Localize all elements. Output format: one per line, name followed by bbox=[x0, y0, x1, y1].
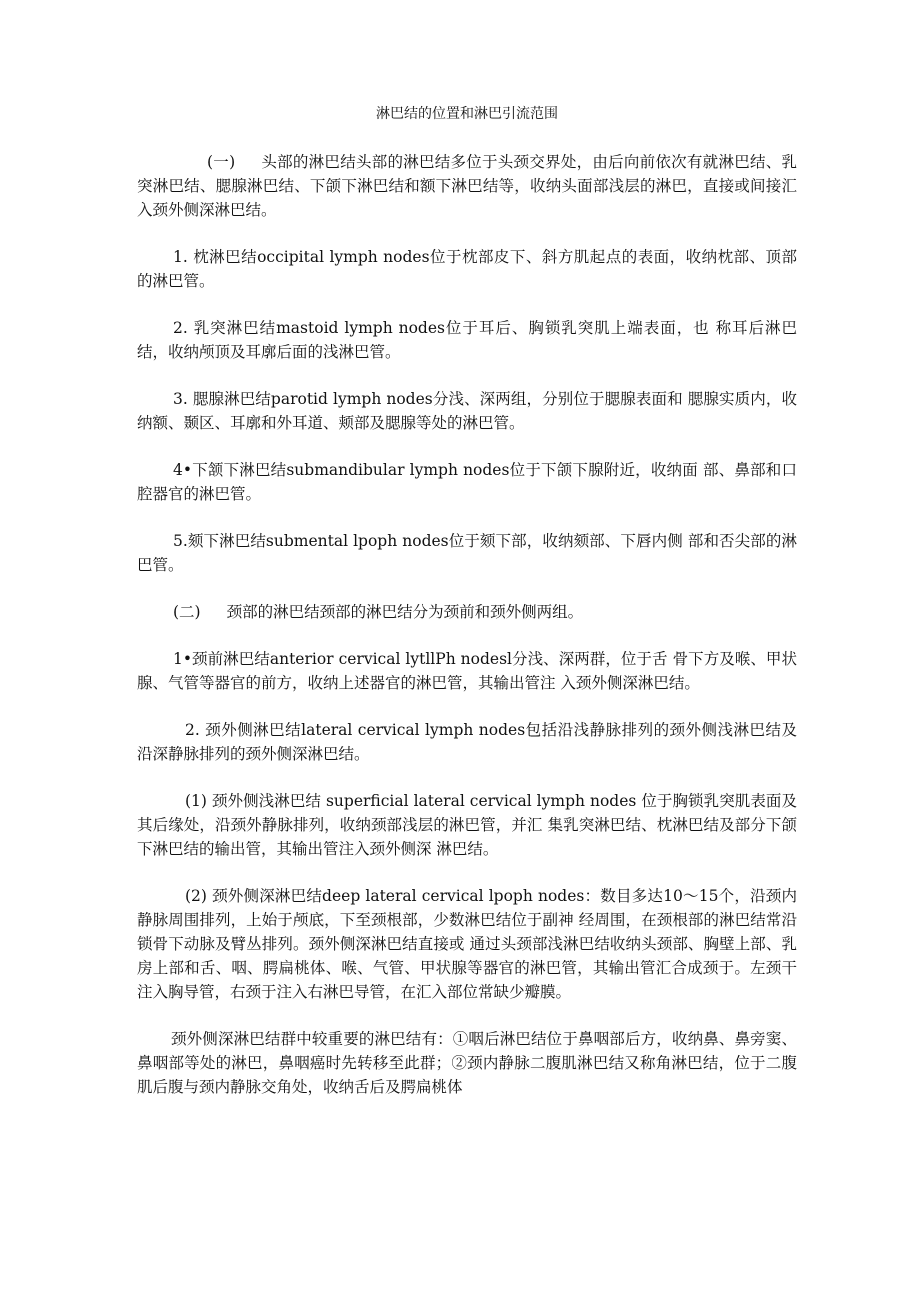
paragraph: 2. 乳突淋巴结mastoid lymph nodes位于耳后、胸锁乳突肌上端表面，也 称耳后淋巴结，收纳颅顶及耳廓后面的浅淋巴管。 bbox=[137, 319, 797, 361]
paragraph: 5.颏下淋巴结submental lpoph nodes位于颏下部，收纳颏部、下唇内侧 部和否尖部的淋巴管。 bbox=[137, 532, 797, 574]
section-head-1 bbox=[137, 150, 797, 222]
paragraph: 2. 颈外侧淋巴结lateral cervical lymph nodes包括沿浅静脉排列的颈外侧浅淋巴结及沿深静脉排列的颈外侧深淋巴结。 bbox=[137, 721, 797, 763]
paragraph: 1. 枕淋巴结occipital lymph nodes位于枕部皮下、斜方肌起点的表面，收纳枕部、顶部的淋巴管。 bbox=[137, 248, 797, 290]
paragraph: 1•颈前淋巴结anterior cervical lytllPh nodesl分浅、深两群，位于舌 骨下方及喉、甲状腺、气管等器官的前方，收纳上述器官的淋巴管，其输出管注 入颈外侧深淋巴结。 bbox=[137, 650, 797, 692]
document-page bbox=[137, 104, 797, 1122]
section-marker: (二) bbox=[173, 603, 201, 621]
paragraph-text: 颈部的淋巴结颈部的淋巴结分为颈前和颈外侧两组。 bbox=[226, 603, 584, 621]
paragraph: (1) 颈外侧浅淋巴结 superficial lateral cervical lymph nodes 位于胸锁乳突肌表面及其后缘处，沿颈外静脉排列，收纳颈部浅层的淋巴管，并汇 集乳突淋巴结、枕淋巴结及部分下颌下淋巴结的输出管，其输出管注入颈外侧深 淋巴结。 bbox=[137, 792, 797, 858]
paragraph: 4•下颔下淋巴结submandibular lymph nodes位于下颌下腺附近，收纳面 部、鼻部和口腔器官的淋巴管。 bbox=[137, 461, 797, 503]
document-title: 淋巴结的位置和淋巴引流范围 bbox=[376, 106, 558, 122]
paragraph: 3. 腮腺淋巴结parotid lymph nodes分浅、深两组，分别位于腮腺表面和 腮腺实质内，收纳额、颞区、耳廓和外耳道、颊部及腮腺等处的淋巴管。 bbox=[137, 390, 797, 432]
paragraph-text: 头部的淋巴结头部的淋巴结多位于头颈交界处，由后向前依次有就淋巴结、乳突淋巴结、腮腺淋巴结、下颌下淋巴结和额下淋巴结等，收纳头面部浅层的淋巴，直接或间接汇入颈外侧深淋巴结。 bbox=[137, 153, 797, 219]
paragraph: (2) 颈外侧深淋巴结deep lateral cervical lpoph nodes：数目多达10～15个，沿颈内静脉周围排列，上始于颅底，下至颈根部，少数淋巴结位于副神 经周围，在颈根部的淋巴结常沿锁骨下动脉及臂丛排列。颈外侧深淋巴结直接或 通过头颈部浅淋巴结收纳头颈部、胸壁上部、乳房上部和舌、咽、腭扁桃体、喉、气管、甲状腺等器官的淋巴管，其输出管汇合成颈于。左颈干注入胸导管，右颈于注入右淋巴导管，在汇入部位常缺少瓣膜。 bbox=[137, 887, 797, 1001]
section-head-2 bbox=[137, 600, 797, 624]
paragraph: 颈外侧深淋巴结群中较重要的淋巴结有：①咽后淋巴结位于鼻咽部后方，收纳鼻、鼻旁窦、鼻咽部等处的淋巴，鼻咽癌时先转移至此群；②颈内静脉二腹肌淋巴结又称角淋巴结，位于二腹肌后腹与颈内静脉交角处，收纳舌后及腭扁桃体 bbox=[137, 1030, 797, 1096]
section-marker: (一) bbox=[207, 153, 236, 171]
